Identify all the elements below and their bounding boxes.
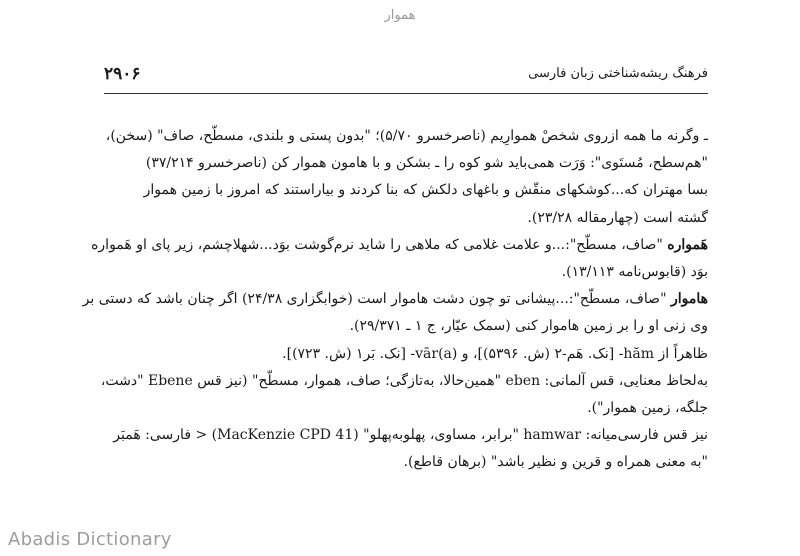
paragraph-hamvare: [91, 232, 708, 286]
entry-body: [82, 123, 708, 476]
text-line: [91, 232, 708, 259]
text-line: نیز قس فارسی‌میانه: ‎hamwar‎ "برابر، مساوی، پهلوبه‌پهلو" (‎MacKenzie CPD 41‎) < فارسی: هَمبَر: [113, 427, 708, 444]
definition-text: "صاف، مسطّح":...پیشانی تو چون دشت هاموار است (خوابگزاری ۲۴/۳۸) اگر چنان باشد که دستی بر: [82, 291, 671, 308]
page-header: [104, 64, 708, 86]
text-line: [82, 286, 708, 313]
text-line: گشته است (چهارمقاله ۲۳/۲۸).: [527, 209, 708, 226]
text-line: بوَد (قابوس‌نامه ۱۳/۱۱۳).: [561, 263, 708, 280]
paragraph-german-comparison: [100, 368, 708, 422]
site-title: هموار: [384, 8, 416, 23]
text-line: "هم‌سطح، مُستَوی": وَرَت همی‌باید شو کوه را ـ بشکن و با هامون هموار کن (ناصرخسرو ۳۷/۲۱۴): [145, 155, 708, 172]
text-line: جلگه، زمین هموار").: [587, 399, 708, 416]
book-title: فرهنگ ریشه‌شناختی زبان فارسی: [528, 66, 708, 81]
text-line: به‌لحاظ معنایی، قس آلمانی: ‎eben‎ "همین‌حالا، به‌تازگی؛ صاف، هموار، مسطّح" (نیز قس ‎Ebene‎ "دشت،: [100, 372, 708, 389]
paragraph-etymology: [104, 341, 708, 368]
text-line: وی زنی او را بر زمین هاموار کنی (سمک عیّار، ج ۱ ـ ۲۹/۳۷۱).: [349, 318, 708, 335]
text-line: ـ وگرنه ما همه ازروی شخصْ هموارِیم (ناصرخسرو ۵/۷۰)؛ "بدون پستی و بلندی، مسطّح، صاف" (سخن)،: [105, 128, 708, 144]
paragraph-hamvar: [82, 286, 708, 340]
page-number: ۲۹۰۶: [104, 64, 141, 84]
paragraph-middle-persian: [104, 422, 708, 476]
paragraph-usage: [104, 123, 708, 232]
text-line: "به معنی همراه و قرین و نظیر باشد" (برهان قاطع).: [403, 454, 708, 471]
definition-text: "صاف، مسطّح":...و علامت غلامی که ملاهی را شاید نرم‌گوشت بوَد...شهلاچشم، زیر پای او هَمواره: [91, 236, 668, 253]
text-line: بسا مهتران که...کوشکهای منقّش و باغهای دلکش که بنا کردند و بیاراستند که امروز با زمین هموار: [143, 182, 708, 199]
headword: هاموار: [670, 291, 708, 308]
text-line: ظاهراً از ‎-hăm‎ [نک. هَم-٢ (ش. ۵۳۹۶)]، و ‎-vār(a)‎ [نک. بَر١ (ش. ۷۲۳)].: [282, 345, 708, 362]
header-rule: [104, 93, 708, 94]
headword: هَمواره: [667, 236, 708, 253]
watermark: Abadis Dictionary: [8, 529, 172, 550]
